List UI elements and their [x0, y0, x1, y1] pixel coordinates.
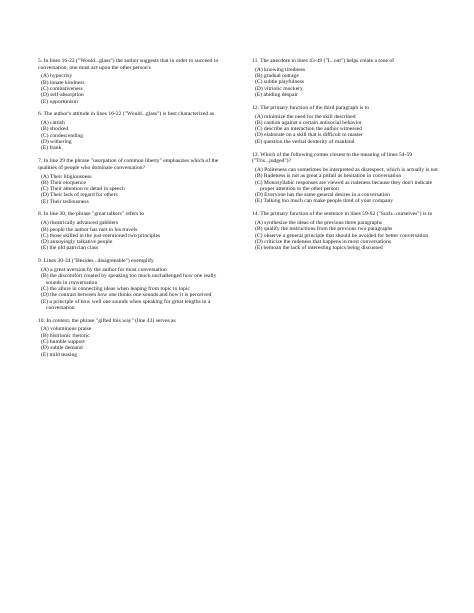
answer-options — [38, 120, 228, 151]
question-12 — [252, 105, 442, 145]
option-b[interactable]: (B) the discomfort created by speaking too much unchallenged how one really sounds in conversation — [41, 273, 217, 286]
option-b[interactable]: (B) gradual outrage — [255, 73, 299, 80]
option-e[interactable]: (E) Their tediousness — [41, 198, 89, 205]
option-d[interactable]: (D) elaborate on a skill that is difficult to master — [255, 132, 363, 139]
answer-options — [38, 220, 228, 251]
right-column — [252, 58, 442, 258]
question-11 — [252, 58, 442, 98]
question-14 — [252, 211, 442, 251]
option-d[interactable]: (D) self-absorption — [41, 92, 84, 99]
left-column — [38, 58, 228, 364]
question-stem: 14. The primary function of the sentence in lines 59-62 ("Such...ourselves") is to — [252, 211, 433, 218]
question-10 — [38, 318, 228, 358]
option-b[interactable]: (B) caution against a certain antisocial behavior — [255, 119, 362, 126]
answer-options — [252, 67, 442, 98]
option-c[interactable]: (C) describe an interaction the author witnessed — [255, 126, 362, 133]
option-a[interactable]: (A) cattish — [41, 120, 65, 127]
option-b[interactable]: (B) Rudeness is not as great a pitfall as hesitation in conversation — [255, 173, 402, 180]
question-8 — [38, 211, 228, 251]
question-stem: 9. Lines 30-34 ("Besides...disagreeable") exemplify — [38, 258, 154, 265]
option-c[interactable]: (C) the allure in connecting ideas when leaping from topic to topic — [41, 285, 190, 292]
option-e[interactable]: (E) bemoan the lack of interesting topics being discussed — [255, 245, 383, 252]
option-c[interactable]: (C) combativeness — [41, 85, 83, 92]
option-a[interactable]: (A) minimize the need for the skill described — [255, 113, 356, 120]
question-stem: 13. Which of the following comes closest to the meaning of lines 54-59 ("Tris...judged")? — [252, 151, 413, 165]
option-d[interactable]: (D) annoyingly talkative people — [41, 239, 113, 246]
option-b[interactable]: (B) people the author has met in his travels — [41, 226, 138, 233]
answer-options — [252, 167, 442, 205]
option-d[interactable]: (D) the contrast between how one thinks one sounds and how it is perceived — [41, 292, 212, 299]
option-c[interactable]: (C) subtle playfulness — [255, 79, 305, 86]
option-b[interactable]: (B) shocked — [41, 126, 69, 133]
option-c[interactable]: (C) those skilled in the just-mentioned two principles — [41, 232, 161, 239]
answer-options — [252, 220, 442, 251]
option-a[interactable]: (A) hypocrisy — [41, 73, 73, 80]
option-d[interactable]: (D) Their lack of regard for others — [41, 192, 118, 199]
question-9 — [38, 258, 228, 311]
option-b[interactable]: (B) Their eloquence — [41, 179, 86, 186]
question-stem: 6. The author's attitude in lines 16-22 ("Would...glass") is best characterized as — [38, 111, 215, 118]
option-a[interactable]: (A) theatrically advanced gabblers — [41, 220, 119, 227]
option-c[interactable]: (C) humble support — [41, 338, 85, 345]
option-e[interactable]: (E) the old patrician class — [41, 245, 99, 252]
option-c[interactable]: (C) observe a general principle that should be avoided for better conversation — [255, 232, 429, 239]
option-b[interactable]: (B) innate kindness — [41, 79, 85, 86]
option-c[interactable]: (C) Their attention to detail in speech — [41, 186, 125, 193]
option-a[interactable]: (A) a great aversion by the author for most conversation — [41, 267, 167, 274]
option-c[interactable]: (C) condescending — [41, 132, 84, 139]
question-6 — [38, 111, 228, 151]
option-d[interactable]: (D) Everyone has the same general desires in a conversation — [255, 192, 390, 199]
option-d[interactable]: (D) criticize the rudeness that happens in most conversations — [255, 238, 392, 245]
option-a[interactable]: (A) synthesize the ideas of the previous three paragraphs — [255, 219, 383, 226]
question-stem: 11. The anecdote in lines 43-49 ("I...out") helps create a tone of — [252, 58, 395, 64]
question-stem: 7. In line 29 the phrase "usurpation of common liberty" emphasizes which of the qualities of people who dominate conversation? — [38, 158, 219, 171]
option-d[interactable]: (D) withering — [41, 139, 72, 146]
option-c[interactable]: (C) Monosyllabic responses are viewed as rudeness because they don't indicate proper attention to the other person — [255, 179, 433, 192]
option-a[interactable]: (A) voluminous praise — [41, 326, 92, 333]
option-b[interactable]: (B) histrionic rhetoric — [41, 332, 90, 339]
option-e[interactable]: (E) Talking too much can make people tired of your company — [255, 198, 394, 205]
option-e[interactable]: (E) mild teasing — [41, 351, 78, 358]
question-7 — [38, 158, 228, 205]
option-e[interactable]: (E) frank — [41, 145, 62, 152]
option-a[interactable]: (A) Their litigiousness — [41, 173, 92, 180]
question-stem: 5. In lines 16-22 ("Would...glass") the author suggests that in order to succeed in conversation, one must act upon the other person's — [38, 58, 219, 71]
question-stem: 10. In context, the phrase "gifted this way" (line 43) serves as — [38, 317, 176, 324]
question-stem: 12. The primary function of the third paragraph is to — [252, 104, 370, 111]
answer-options — [38, 73, 228, 104]
option-e[interactable]: (E) abiding despair — [255, 91, 298, 98]
option-a[interactable]: (A) Politeness can sometimes be interpreted as disrespect, which is actually is not — [255, 166, 438, 173]
option-e[interactable]: (E) question the verbal dexterity of mankind — [255, 138, 355, 145]
option-d[interactable]: (D) subtle demand — [41, 345, 83, 352]
option-e[interactable]: (E) a principle of how well one sounds when speaking for great lengths in a conversation — [41, 298, 211, 311]
answer-options — [38, 174, 228, 205]
option-a[interactable]: (A) knowing tiredness — [255, 66, 306, 73]
option-b[interactable]: (B) qualify the instructions from the previous two paragraphs — [255, 226, 393, 233]
option-d[interactable]: (D) vitriolic mockery — [255, 85, 303, 92]
answer-options — [38, 267, 228, 311]
question-13 — [252, 152, 442, 205]
answer-options — [252, 114, 442, 145]
answer-options — [38, 326, 228, 357]
question-stem: 8. In line 30, the phrase "great talkers" refers to — [38, 211, 144, 218]
option-e[interactable]: (E) opportunism — [41, 98, 78, 105]
question-5 — [38, 58, 228, 105]
